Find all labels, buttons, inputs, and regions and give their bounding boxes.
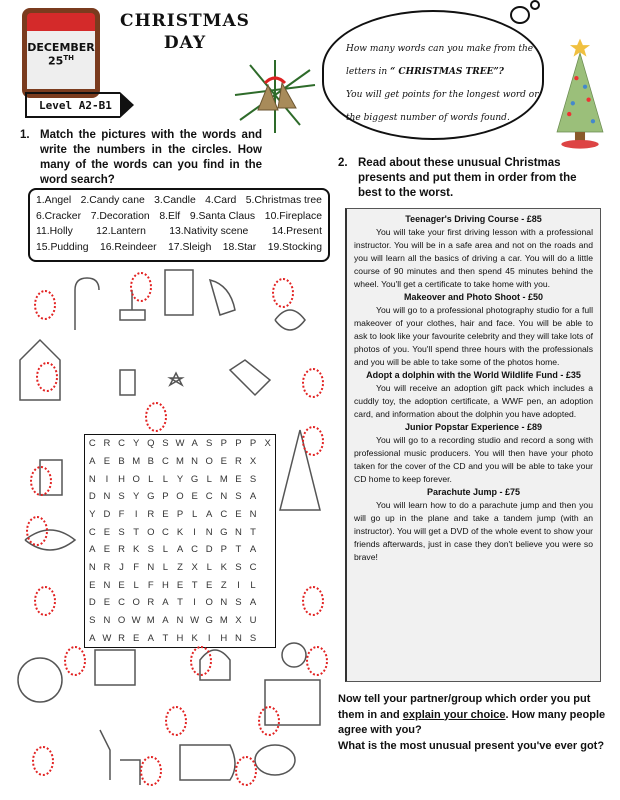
grid-letter: I	[193, 526, 196, 538]
grid-letter: W	[131, 614, 141, 626]
grid-letter: L	[162, 544, 169, 556]
grid-letter: A	[249, 597, 257, 609]
grid-letter: L	[206, 561, 212, 573]
task2-number: 2.	[338, 157, 348, 169]
present-icon	[95, 650, 135, 685]
grid-letter: C	[205, 491, 213, 503]
grid-letter: D	[103, 508, 111, 520]
grid-letter: Y	[89, 508, 96, 520]
grid-letter: E	[191, 491, 198, 503]
answer-circle[interactable]	[26, 516, 48, 546]
grid-letter: M	[132, 455, 141, 467]
answer-circle[interactable]	[258, 706, 280, 736]
bells-decoration-icon	[230, 55, 320, 135]
grid-letter: A	[89, 455, 96, 467]
task1-instructions	[20, 128, 262, 188]
grid-letter: E	[132, 632, 140, 644]
grid-letter: P	[162, 491, 169, 503]
present-description: You will learn how to do a parachute jump and then you will go up in the plane and take a tandem jump (with an instructor). You will get a DVD of the whole event to show your friends afterwards, just in case they don't believe you were so brave!	[354, 500, 593, 562]
task2-instructions	[338, 156, 608, 201]
holly-icon	[275, 310, 305, 330]
grid-letter: S	[235, 597, 242, 609]
grid-letter: K	[220, 561, 227, 573]
grid-letter: C	[161, 455, 169, 467]
grid-letter: M	[219, 473, 228, 485]
word-list-item: 10.Fireplace	[264, 210, 322, 222]
present-title: Adopt a dolphin with the World Wildlife Fund - £35	[366, 370, 581, 380]
grid-letter: S	[206, 438, 213, 450]
grid-letter: M	[176, 455, 184, 467]
answer-circle[interactable]	[302, 426, 324, 456]
grid-letter: Y	[132, 491, 140, 503]
grid-letter: S	[89, 614, 96, 626]
title-line2: DAY	[163, 33, 207, 53]
task2-text: Read about these unusual Christmas presents and put them in order from the best to the worst.	[358, 157, 577, 199]
grid-letter: E	[235, 508, 242, 520]
answer-circle[interactable]	[235, 756, 257, 786]
task1-text: Match the pictures with the words and write the numbers in the circles. How many of the words can you find in the word search?	[40, 129, 262, 186]
grid-letter: R	[235, 455, 242, 467]
word-list-item: 18.Star	[222, 241, 257, 253]
grid-letter: L	[162, 561, 169, 573]
grid-letter: O	[205, 455, 213, 467]
grid-letter: P	[220, 438, 227, 450]
grid-letter: W	[190, 614, 200, 626]
grid-letter: S	[118, 491, 125, 503]
cloud-bubble-small	[530, 0, 540, 10]
grid-letter: D	[88, 597, 96, 609]
answer-circle[interactable]	[302, 586, 324, 616]
grid-letter: E	[103, 455, 111, 467]
present-title: Makeover and Photo Shoot - £50	[403, 292, 544, 302]
level-badge	[25, 92, 120, 118]
word-list-item: 15.Pudding	[36, 241, 89, 253]
grid-letter: W	[175, 438, 185, 450]
grid-letter: L	[162, 473, 169, 485]
grid-letter: Z	[177, 561, 183, 573]
grid-letter: F	[133, 561, 140, 573]
word-list-row	[36, 209, 322, 225]
pudding-icon	[255, 745, 295, 775]
grid-letter: N	[103, 491, 111, 503]
grid-letter: L	[191, 508, 198, 520]
grid-letter: O	[117, 614, 126, 626]
calendar-day: 25	[48, 54, 64, 68]
grid-letter: A	[89, 632, 96, 644]
answer-circle[interactable]	[140, 756, 162, 786]
grid-letter: R	[118, 632, 125, 644]
word-list-item: 14.Present	[271, 226, 322, 237]
grid-letter: L	[250, 579, 256, 591]
grid-letter: I	[207, 632, 211, 644]
word-list-item: 9.Santa Claus	[189, 210, 256, 222]
grid-letter: S	[249, 632, 257, 644]
word-list-item: 17.Sleigh	[168, 241, 212, 253]
grid-letter: H	[118, 473, 125, 485]
present-description: You will receive an adoption gift pack which includes a cuddly toy, the adoption certificate, a WWF pen, an adoption card, and information about the dolphin you have adopted.	[354, 383, 593, 419]
present-description: You will go to a professional photography studio for a full makeover of your clothes, hair and face. You will be able to ask to look like your favourite celebrity and they will take lots of photos of you. You'll spend three hours with the professionals and you will be able to take some of the photos home.	[354, 305, 593, 367]
grid-letter: N	[103, 579, 111, 591]
grid-letter: C	[249, 561, 257, 573]
grid-letter: A	[89, 544, 96, 556]
card-icon	[165, 270, 193, 315]
page-title	[115, 10, 255, 54]
grid-letter: T	[235, 544, 242, 556]
grid-letter: O	[176, 491, 184, 503]
grid-letter: N	[220, 491, 228, 503]
grid-letter: A	[191, 438, 198, 450]
grid-letter: B	[147, 455, 154, 467]
grid-letter: R	[103, 561, 111, 573]
grid-letter: M	[219, 614, 228, 626]
grid-letter: S	[235, 561, 242, 573]
grid-letter: A	[176, 544, 184, 556]
level-text: Level A2-B1	[39, 99, 112, 112]
word-list-item: 6.Cracker	[36, 210, 82, 222]
grid-letter: I	[134, 508, 138, 520]
word-list-item: 19.Stocking	[267, 241, 322, 253]
presents-box	[345, 208, 601, 682]
word-list-box	[28, 188, 330, 262]
word-list-item: 7.Decoration	[90, 210, 150, 222]
grid-letter: E	[118, 579, 125, 591]
grid-letter: P	[249, 438, 257, 450]
word-list-item: 11.Holly	[36, 226, 73, 237]
cracker-icon	[230, 360, 270, 395]
final-text-emphasis: explain your choice	[402, 708, 506, 721]
grid-letter: N	[147, 561, 155, 573]
grid-letter: L	[148, 473, 154, 485]
grid-letter: G	[190, 473, 199, 485]
final-text-a: Now tell your partner/group which order you put them in and	[338, 693, 591, 721]
grid-letter: C	[161, 526, 169, 538]
grid-letter: B	[118, 455, 125, 467]
grid-letter: O	[147, 526, 155, 538]
grid-letter: P	[235, 438, 242, 450]
grid-letter: G	[147, 491, 155, 503]
grid-letter: C	[118, 597, 125, 609]
present-description: You will take your first driving lesson with a professional instructor. You will be in a safe area and not on the roads and you will learn all the basics of driving a car. You will do a little course of 90 minutes and then spend 45 minutes behind the wheel. You'll get a certificate to take home with you.	[354, 227, 593, 289]
answer-circle[interactable]	[145, 402, 167, 432]
grid-letter: M	[146, 614, 155, 626]
grid-letter: X	[249, 455, 257, 467]
grid-letter: Y	[176, 473, 184, 485]
present-title: Parachute Jump - £75	[426, 487, 521, 497]
grid-letter: E	[103, 526, 111, 538]
title-line1: CHRISTMAS	[120, 11, 250, 31]
calendar-icon	[22, 8, 100, 98]
grid-letter: E	[206, 579, 213, 591]
word-list-row	[36, 224, 322, 240]
grid-letter: E	[162, 508, 169, 520]
candy-cane-icon	[75, 278, 99, 330]
discussion-questions	[338, 692, 613, 754]
grid-letter: S	[147, 544, 154, 556]
grid-letter: U	[249, 614, 257, 626]
sleigh-2-icon	[180, 745, 235, 780]
final-question: What is the most unusual present you've ever got?	[338, 739, 605, 752]
grid-letter: C	[88, 526, 96, 538]
grid-letter: S	[235, 491, 242, 503]
christmas-tree-icon	[545, 35, 615, 150]
grid-letter: T	[162, 632, 169, 644]
grid-letter: C	[191, 544, 199, 556]
grid-letter: R	[103, 438, 111, 450]
grid-letter: A	[147, 632, 154, 644]
calendar-suffix: TH	[63, 54, 74, 62]
grid-letter: R	[147, 597, 155, 609]
grid-letter: I	[105, 473, 109, 485]
grid-letter: A	[249, 491, 257, 503]
grid-letter: O	[132, 597, 140, 609]
grid-letter: S	[118, 526, 125, 538]
grid-letter: Z	[220, 579, 227, 591]
final-text-c: . How many people agree with you?	[338, 708, 606, 736]
grid-letter: A	[206, 508, 213, 520]
word-list-item: 12.Lantern	[96, 226, 146, 237]
answer-circle[interactable]	[34, 290, 56, 320]
cloud-line2a: letters in	[346, 67, 388, 77]
present-description: You will go to a recording studio and record a song with professional music producers. You will then have your photo taken for the cover of the CD and you will be able to take your CD home to keep forever.	[354, 435, 593, 484]
grid-letter: T	[133, 526, 140, 538]
grid-letter: E	[89, 579, 96, 591]
grid-letter: E	[103, 597, 111, 609]
word-list-item: 13.Nativity scene	[169, 226, 249, 237]
word-list-item: 8.Elf	[159, 210, 181, 222]
answer-circle[interactable]	[165, 706, 187, 736]
grid-letter: S	[249, 473, 257, 485]
grid-letter: N	[235, 632, 242, 644]
word-list-item: 3.Candle	[154, 195, 196, 206]
cloud-line3: You will get points for the longest word or	[346, 90, 539, 100]
word-list-item: 16.Reindeer	[99, 241, 157, 253]
answer-circle[interactable]	[64, 646, 86, 676]
reindeer-icon	[100, 730, 140, 785]
grid-letter: H	[161, 579, 169, 591]
word-list-row	[36, 240, 322, 256]
grid-letter: F	[118, 508, 125, 520]
answer-circle[interactable]	[272, 278, 294, 308]
stocking-icon	[120, 370, 135, 395]
star-icon	[170, 373, 182, 385]
grid-letter: N	[88, 473, 96, 485]
grid-letter: G	[205, 614, 213, 626]
grid-letter: C	[88, 438, 96, 450]
grid-letter: P	[220, 544, 227, 556]
grid-letter: R	[118, 544, 125, 556]
grid-letter: D	[205, 544, 213, 556]
grid-letter: W	[102, 632, 112, 644]
grid-letter: E	[103, 544, 111, 556]
grid-letter: O	[132, 473, 140, 485]
calendar-month: DECEMBER	[27, 41, 95, 54]
grid-letter: A	[249, 544, 257, 556]
grid-letter: X	[264, 438, 271, 450]
grid-letter: C	[220, 508, 228, 520]
santa-claus-icon	[18, 658, 62, 702]
cloud-line2b: “ CHRISTMAS TREE”?	[390, 67, 504, 77]
grid-letter: E	[220, 455, 227, 467]
task1-number: 1.	[20, 129, 30, 141]
answer-circle[interactable]	[36, 362, 58, 392]
grid-letter: X	[191, 561, 198, 573]
grid-letter: J	[119, 561, 124, 573]
angel-icon	[210, 280, 235, 315]
grid-letter: N	[176, 614, 184, 626]
answer-circle[interactable]	[34, 586, 56, 616]
grid-letter: X	[235, 614, 242, 626]
answer-circle[interactable]	[302, 368, 324, 398]
word-list-item: 2.Candy cane	[80, 195, 145, 206]
grid-letter: N	[191, 455, 199, 467]
answer-circle[interactable]	[190, 646, 212, 676]
word-list-item: 4.Card	[205, 195, 237, 206]
grid-letter: H	[220, 632, 228, 644]
grid-letter: C	[118, 438, 125, 450]
grid-letter: T	[177, 597, 183, 609]
grid-letter: T	[250, 526, 256, 538]
word-list-row	[36, 193, 322, 209]
grid-letter: N	[103, 614, 111, 626]
grid-letter: N	[249, 508, 257, 520]
grid-letter: Y	[132, 438, 140, 450]
grid-letter: E	[235, 473, 242, 485]
thought-cloud	[322, 10, 544, 140]
grid-letter: I	[237, 579, 240, 591]
grid-letter: K	[176, 526, 184, 538]
cloud-bubble	[510, 6, 530, 24]
cloud-line4: the biggest number of words found.	[346, 113, 510, 123]
grid-letter: L	[206, 473, 212, 485]
grid-letter: K	[132, 544, 140, 556]
grid-letter: G	[220, 526, 228, 538]
grid-letter: D	[88, 491, 96, 503]
grid-letter: S	[162, 438, 169, 450]
grid-letter: E	[176, 579, 184, 591]
grid-letter: K	[191, 632, 198, 644]
grid-letter: N	[205, 526, 213, 538]
answer-circle[interactable]	[306, 646, 328, 676]
grid-letter: L	[133, 579, 139, 591]
grid-letter: T	[191, 579, 198, 591]
word-list-item: 1.Angel	[36, 195, 72, 206]
grid-letter: O	[205, 597, 213, 609]
present-title: Teenager's Driving Course - £85	[405, 214, 542, 224]
grid-letter: H	[176, 632, 184, 644]
grid-letter: Q	[147, 438, 155, 450]
grid-letter: F	[147, 579, 154, 591]
grid-letter: A	[162, 597, 169, 609]
grid-letter: I	[193, 597, 196, 609]
answer-circle[interactable]	[30, 466, 52, 496]
answer-circle[interactable]	[32, 746, 54, 776]
grid-letter: A	[162, 614, 169, 626]
word-list	[36, 193, 322, 255]
grid-letter: P	[176, 508, 184, 520]
grid-letter: R	[147, 508, 155, 520]
grid-letter: N	[220, 597, 228, 609]
grid-letter: N	[235, 526, 242, 538]
present-title: Junior Popstar Experience - £89	[404, 422, 543, 432]
word-list-item: 5.Christmas tree	[245, 195, 322, 206]
cloud-line1: How many words can you make from the	[346, 44, 534, 54]
answer-circle[interactable]	[130, 272, 152, 302]
grid-letter: N	[88, 561, 96, 573]
decoration-icon	[282, 643, 306, 667]
